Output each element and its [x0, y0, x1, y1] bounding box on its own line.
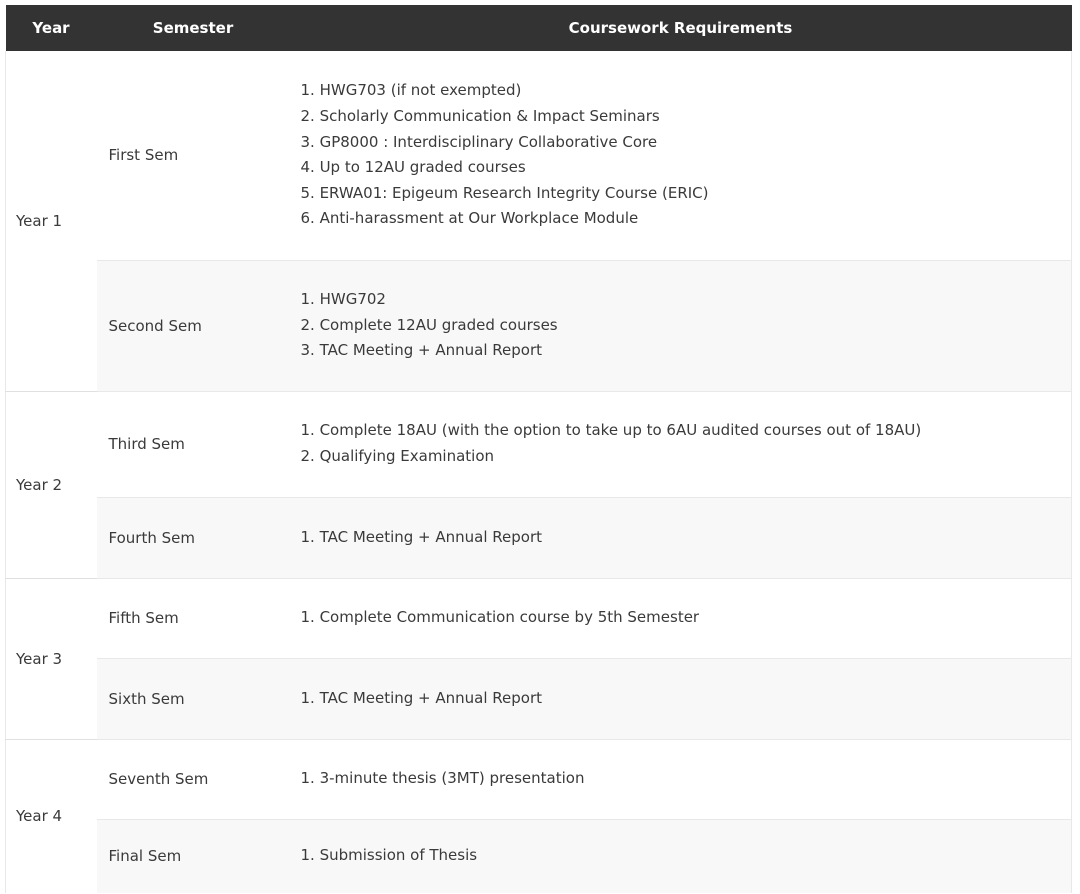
table-row [6, 739, 1072, 819]
year-cell: Year 2 [6, 391, 97, 578]
list-item: 4. Up to 12AU graded courses [300, 158, 526, 177]
requirements-list [301, 418, 1072, 469]
table-row [6, 391, 1072, 497]
table-row [6, 497, 1072, 578]
table-body [6, 51, 1072, 893]
requirements-list [301, 686, 1072, 712]
list-item: 2. Complete 12AU graded courses [300, 315, 558, 334]
list-item: 5. ERWA01: Epigeum Research Integrity Course (ERIC) [300, 183, 709, 202]
list-item: 1. Submission of Thesis [300, 846, 478, 865]
list-item: 1. Complete 18AU (with the option to take up to 6AU audited courses out of 18AU) [300, 421, 922, 440]
coursework-requirements-table [5, 5, 1072, 893]
year-cell: Year 3 [6, 578, 97, 739]
semester-cell: Third Sem [97, 391, 290, 497]
requirements-list [301, 605, 1072, 631]
requirements-cell [290, 497, 1072, 578]
requirements-list [301, 766, 1072, 792]
list-item: 3. GP8000 : Interdisciplinary Collaborative Core [300, 132, 658, 151]
table-header [6, 5, 1072, 51]
requirements-list [301, 525, 1072, 551]
year-cell: Year 1 [6, 51, 97, 391]
semester-cell: Fifth Sem [97, 578, 290, 658]
list-item: 1. HWG702 [300, 290, 386, 309]
list-item: 6. Anti-harassment at Our Workplace Module [300, 209, 639, 228]
requirements-cell [290, 260, 1072, 391]
list-item: 1. 3-minute thesis (3MT) presentation [300, 769, 585, 788]
requirements-list [301, 78, 1072, 232]
table-row [6, 578, 1072, 658]
requirements-cell [290, 391, 1072, 497]
requirements-list [301, 843, 1072, 869]
header-year: Year [6, 5, 97, 51]
list-item: 2. Scholarly Communication & Impact Seminars [300, 107, 660, 126]
table-row [6, 260, 1072, 391]
list-item: 1. TAC Meeting + Annual Report [300, 688, 543, 707]
requirements-cell [290, 51, 1072, 260]
semester-cell: Fourth Sem [97, 497, 290, 578]
header-requirements: Coursework Requirements [290, 5, 1072, 51]
header-semester: Semester [97, 5, 290, 51]
list-item: 3. TAC Meeting + Annual Report [300, 341, 543, 360]
list-item: 1. TAC Meeting + Annual Report [300, 527, 543, 546]
requirements-cell [290, 739, 1072, 819]
table-row [6, 51, 1072, 260]
list-item: 2. Qualifying Examination [300, 447, 495, 465]
requirements-list [301, 287, 1072, 364]
semester-cell: Final Sem [97, 819, 290, 893]
semester-cell: Seventh Sem [97, 739, 290, 819]
requirements-cell [290, 819, 1072, 893]
semester-cell: Second Sem [97, 260, 290, 391]
requirements-cell [290, 658, 1072, 739]
table-row [6, 819, 1072, 893]
list-item: 1. HWG703 (if not exempted) [300, 81, 522, 100]
semester-cell: Sixth Sem [97, 658, 290, 739]
year-cell: Year 4 [6, 739, 97, 893]
requirements-cell [290, 578, 1072, 658]
table-row [6, 658, 1072, 739]
semester-cell: First Sem [97, 51, 290, 260]
header-row [6, 5, 1072, 51]
list-item: 1. Complete Communication course by 5th Semester [300, 608, 700, 627]
